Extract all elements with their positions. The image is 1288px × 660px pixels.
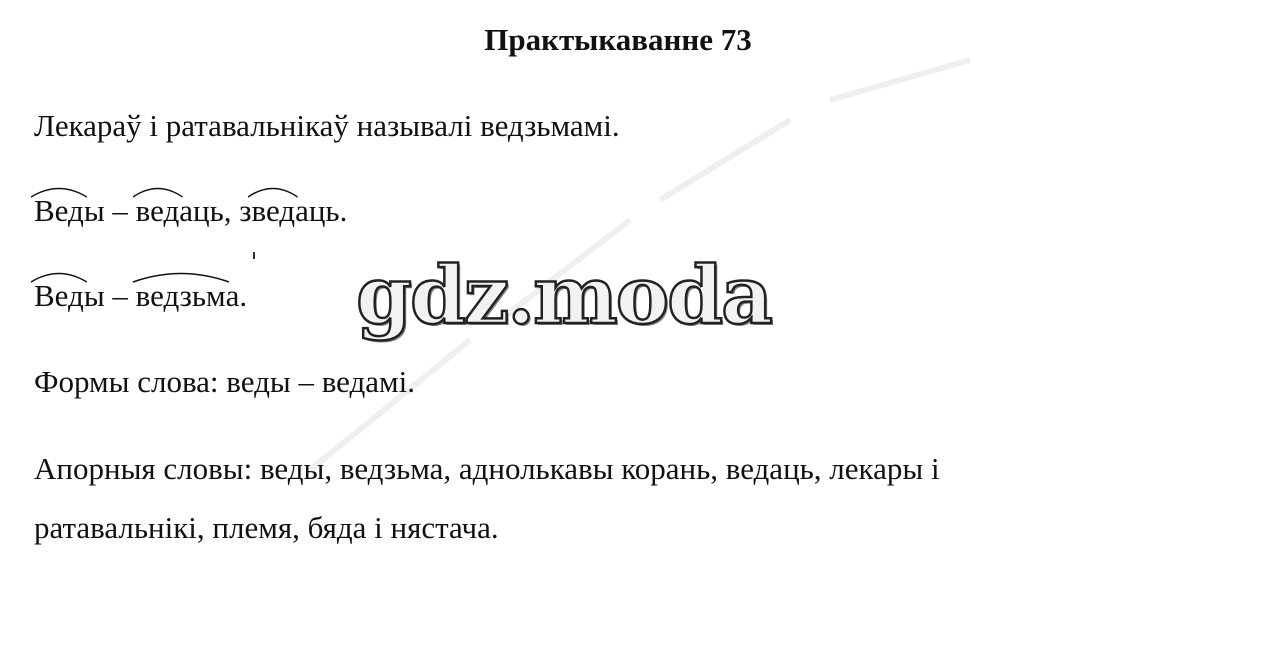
text-line-4: Формы слова: веды – ведамі.: [34, 364, 416, 399]
root-mark: вед: [136, 193, 180, 229]
stray-mark: [253, 252, 255, 259]
text-line-1: Лекараў і ратавальнікаў называлі ведзьмамі.: [34, 108, 620, 143]
root-mark: Вед: [34, 193, 84, 229]
root-mark: ведзьм: [136, 278, 226, 314]
page-title: Практыкаванне 73: [484, 22, 752, 57]
text-line-2-root-analysis: Веды – ведаць, з ведаць.: [34, 193, 347, 229]
text-line-6: ратавальнікі, племя, бяда і нястача.: [34, 510, 499, 545]
text-line-3-root-analysis: Веды – ведзьма.: [34, 278, 247, 314]
text-line-5: Апорныя словы: веды, ведзьма, аднолькавы корань, ведаць, лекары і: [34, 451, 940, 486]
watermark-logo: gdz.moda: [356, 248, 771, 342]
root-mark: вед: [251, 193, 295, 229]
root-mark: Вед: [34, 278, 84, 314]
